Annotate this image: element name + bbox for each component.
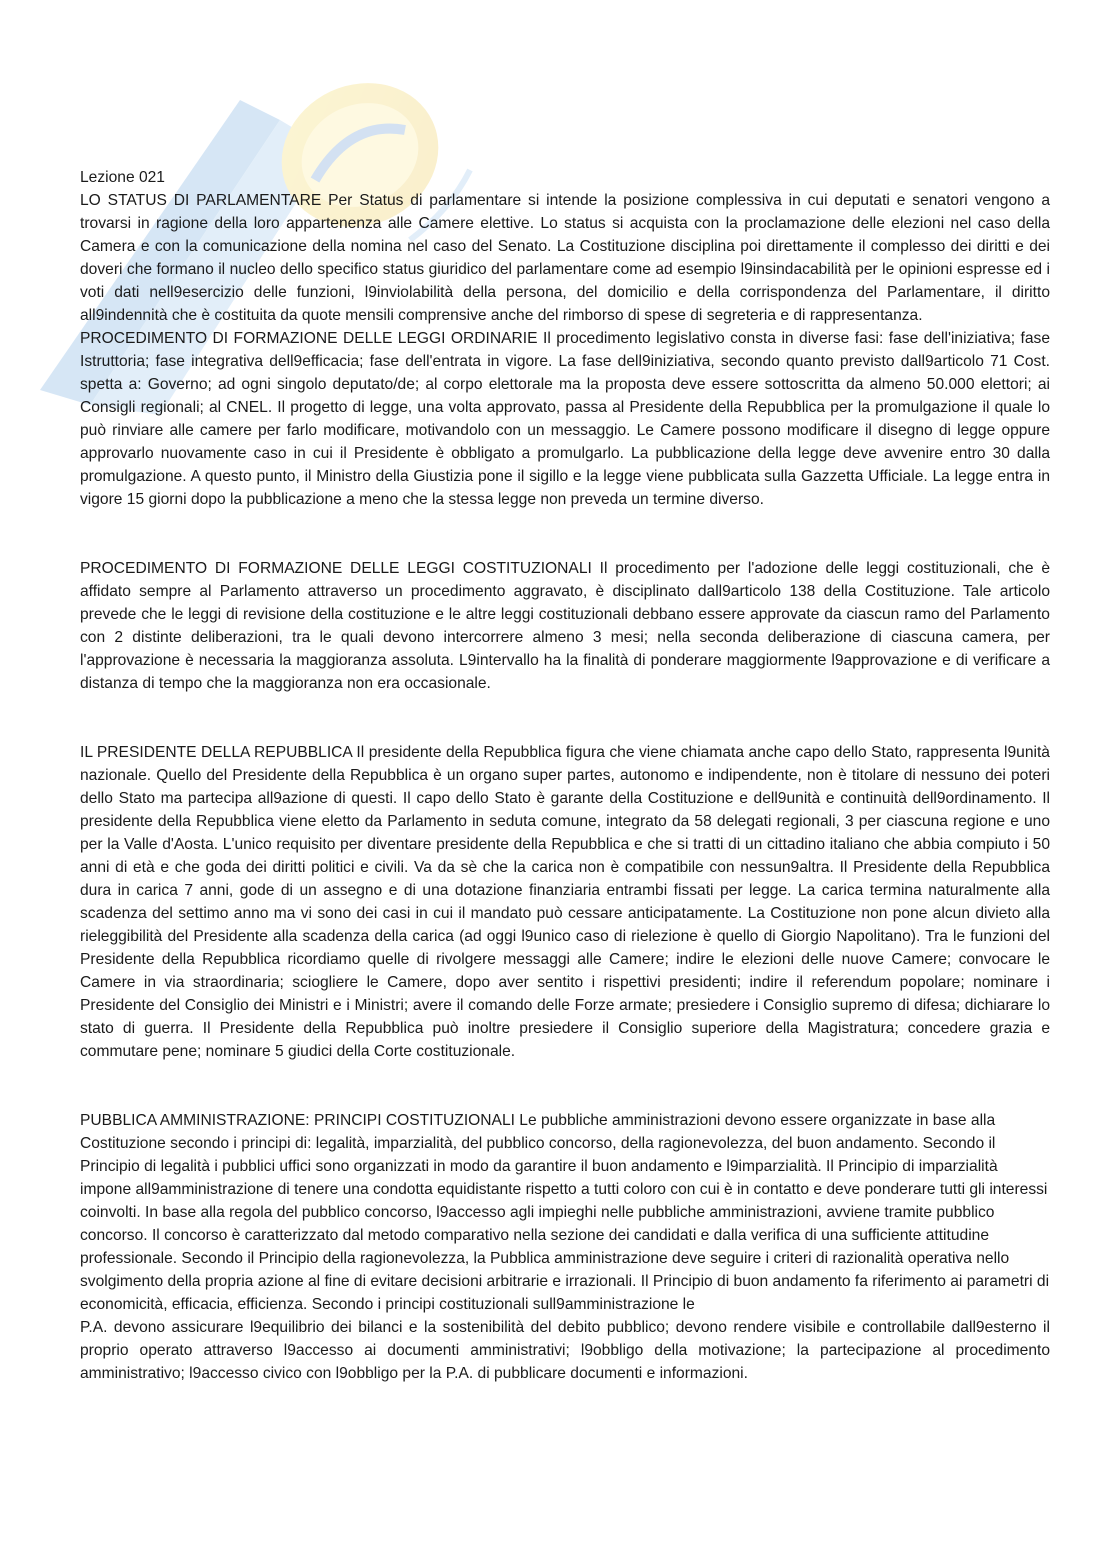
paragraph-status-parlamentare: LO STATUS DI PARLAMENTARE Per Status di parlamentare si intende la posizione complessiva in cui deputati e senatori vengono a trovarsi in ragione della loro appartenenza alle Camere elettive. Lo status si acquista con la proclamazione delle elezioni nel caso della Camera e con la comunicazione della nomina nel caso del Senato. La Costituzione disciplina poi direttamente il complesso dei diritti e dei doveri che formano il nucleo dello specifico status giuridico del parlamentare come ad esempio l9insindacabilità per le opinioni espresse ed i voti dati nell9esercizio delle funzioni, l9inviolabilità della persona, del domicilio e della corrispondenza del Parlamentare, il diritto all9indennità che è costituita da quote mensili comprensive anche del rimborso di spese di segreteria e di rappresentanza. [80, 192, 1050, 324]
paragraph-pubblica-amministrazione: PUBBLICA AMMINISTRAZIONE: PRINCIPI COSTITUZIONALI Le pubbliche amministrazioni devono essere organizzate in base alla Costituzione secondo i principi di: legalità, imparzialità, del pubblico concorso, della ragionevolezza, del buon andamento. Secondo il Principio di legalità i pubblici uffici sono organizzati in modo da garantire il buon andamento e l9imparzialità. Il Principio di imparzialità impone all9amministrazione di tenere una condotta equidistante rispetto a tutti coloro con cui è in contatto e deve ponderare tutti gli interessi coinvolti. In base alla regola del pubblico concorso, l9accesso agli impieghi nelle pubbliche amministrazioni, avviene tramite pubblico concorso. Il concorso è caratterizzato dal metodo comparativo nella sezione dei candidati e dalla verifica di una sufficiente attitudine professionale. Secondo il Principio della ragionevolezza, la Pubblica amministrazione deve seguire i criteri di razionalità operativa nello svolgimento della propria azione al fine di evitare decisioni arbitrarie e irrazionali. Il Principio di buon andamento fa riferimento ai parametri di economicità, efficacia, efficienza. Secondo i principi costituzionali sull9amministrazione le [80, 1112, 1050, 1313]
paragraph-leggi-costituzionali: PROCEDIMENTO DI FORMAZIONE DELLE LEGGI COSTITUZIONALI Il procedimento per l'adozione delle leggi costituzionali, che è affidato sempre al Parlamento attraverso un procedimento aggravato, è disciplinato dall9articolo 138 della Costituzione. Tale articolo prevede che le leggi di revisione della costituzione e le altre leggi costituzionali debbano essere approvate da ciascun ramo del Parlamento con 2 distinte deliberazioni, tra le quali devono intercorrere almeno 3 mesi; nella seconda deliberazione di ciascuna camera, per l'approvazione è necessaria la maggioranza assoluta. L9intervallo ha la finalità di ponderare maggiormente l9approvazione e di verificare a distanza di tempo che la maggioranza non era occasionale. [80, 560, 1050, 692]
paragraph-leggi-ordinarie: PROCEDIMENTO DI FORMAZIONE DELLE LEGGI ORDINARIE Il procedimento legislativo consta in diverse fasi: fase dell'iniziativa; fase Istruttoria; fase integrativa dell9efficacia; fase dell'entrata in vigore. La fase dell9iniziativa, secondo quanto previsto dall9articolo 71 Cost. spetta a: Governo; ad ogni singolo deputato/de; al corpo elettorale ma la proposta deve essere sottoscritta da almeno 50.000 elettori; ai Consigli regionali; al CNEL. Il progetto di legge, una volta approvato, passa al Presidente della Repubblica per la promulgazione il quale lo può rinviare alle camere per farlo modificare, motivandolo con un messaggio. Le Camere possono modificare il disegno di legge oppure approvarlo nuovamente caso in cui il Presidente è obbligato a promulgarlo. La pubblicazione della legge deve avvenire entro 30 dalla promulgazione. A questo punto, il Ministro della Giustizia pone il sigillo e la legge viene pubblicata sulla Gazzetta Ufficiale. La legge entra in vigore 15 giorni dopo la pubblicazione a meno che la stessa legge non preveda un termine diverso. [80, 330, 1050, 508]
lesson-title: Lezione 021 [80, 169, 165, 186]
document-body [80, 166, 1050, 1385]
paragraph-presidente-repubblica: IL PRESIDENTE DELLA REPUBBLICA Il presidente della Repubblica figura che viene chiamata anche capo dello Stato, rappresenta l9unità nazionale. Quello del Presidente della Repubblica è un organo super partes, autonomo e indipendente, non è titolare di nessuno dei poteri dello Stato ma partecipa all9azione di questi. Il capo dello Stato è garante della Costituzione e dell9unità e continuità dell9ordinamento. Il presidente della Repubblica viene eletto da Parlamento in seduta comune, integrato da 58 delegati regionali, 3 per ciascuna regione e uno per la Valle d'Aosta. L'unico requisito per diventare presidente della Repubblica e che si tratti di un cittadino italiano che abbia compiuto i 50 anni di età e che goda dei diritti politici e civili. Va da sè che la carica non è compatibile con nessun9altra. Il Presidente della Repubblica dura in carica 7 anni, gode di un assegno e di una dotazione finanziaria entrambi fissati per legge. La carica termina naturalmente alla scadenza del settimo anno ma vi sono dei casi in cui il mandato può cessare anticipatamente. La Costituzione non pone alcun divieto alla rieleggibilità del Presidente alla scadenza della carica (ad oggi l9unico caso di rielezione è quello di Giorgio Napolitano). Tra le funzioni del Presidente della Repubblica ricordiamo quelle di rivolgere messaggi alle Camere; indire le elezioni delle nuove Camere; convocare le Camere in via straordinaria; sciogliere le Camere, dopo aver sentito i rispettivi presidenti; indire il referendum popolare; nominare i Presidente del Consiglio dei Ministri e i Ministri; avere il comando delle Forze armate; presiedere i Consiglio supremo di difesa; dichiarare lo stato di guerra. Il Presidente della Repubblica può inoltre presiedere il Consiglio superiore della Magistratura; concedere grazia e commutare pene; nominare 5 giudici della Corte costituzionale. [80, 744, 1050, 1060]
spacer [80, 695, 1050, 741]
spacer [80, 511, 1050, 557]
paragraph-pa-obblighi: P.A. devono assicurare l9equilibrio dei bilanci e la sostenibilità del debito pubblico; devono rendere visibile e controllabile dall9esterno il proprio operato attraverso l9accesso ai documenti amministrativi; l9obbligo della motivazione; la partecipazione al procedimento amministrativo; l9accesso civico con l9obbligo per la P.A. di pubblicare documenti e informazioni. [80, 1319, 1050, 1382]
spacer [80, 1063, 1050, 1109]
